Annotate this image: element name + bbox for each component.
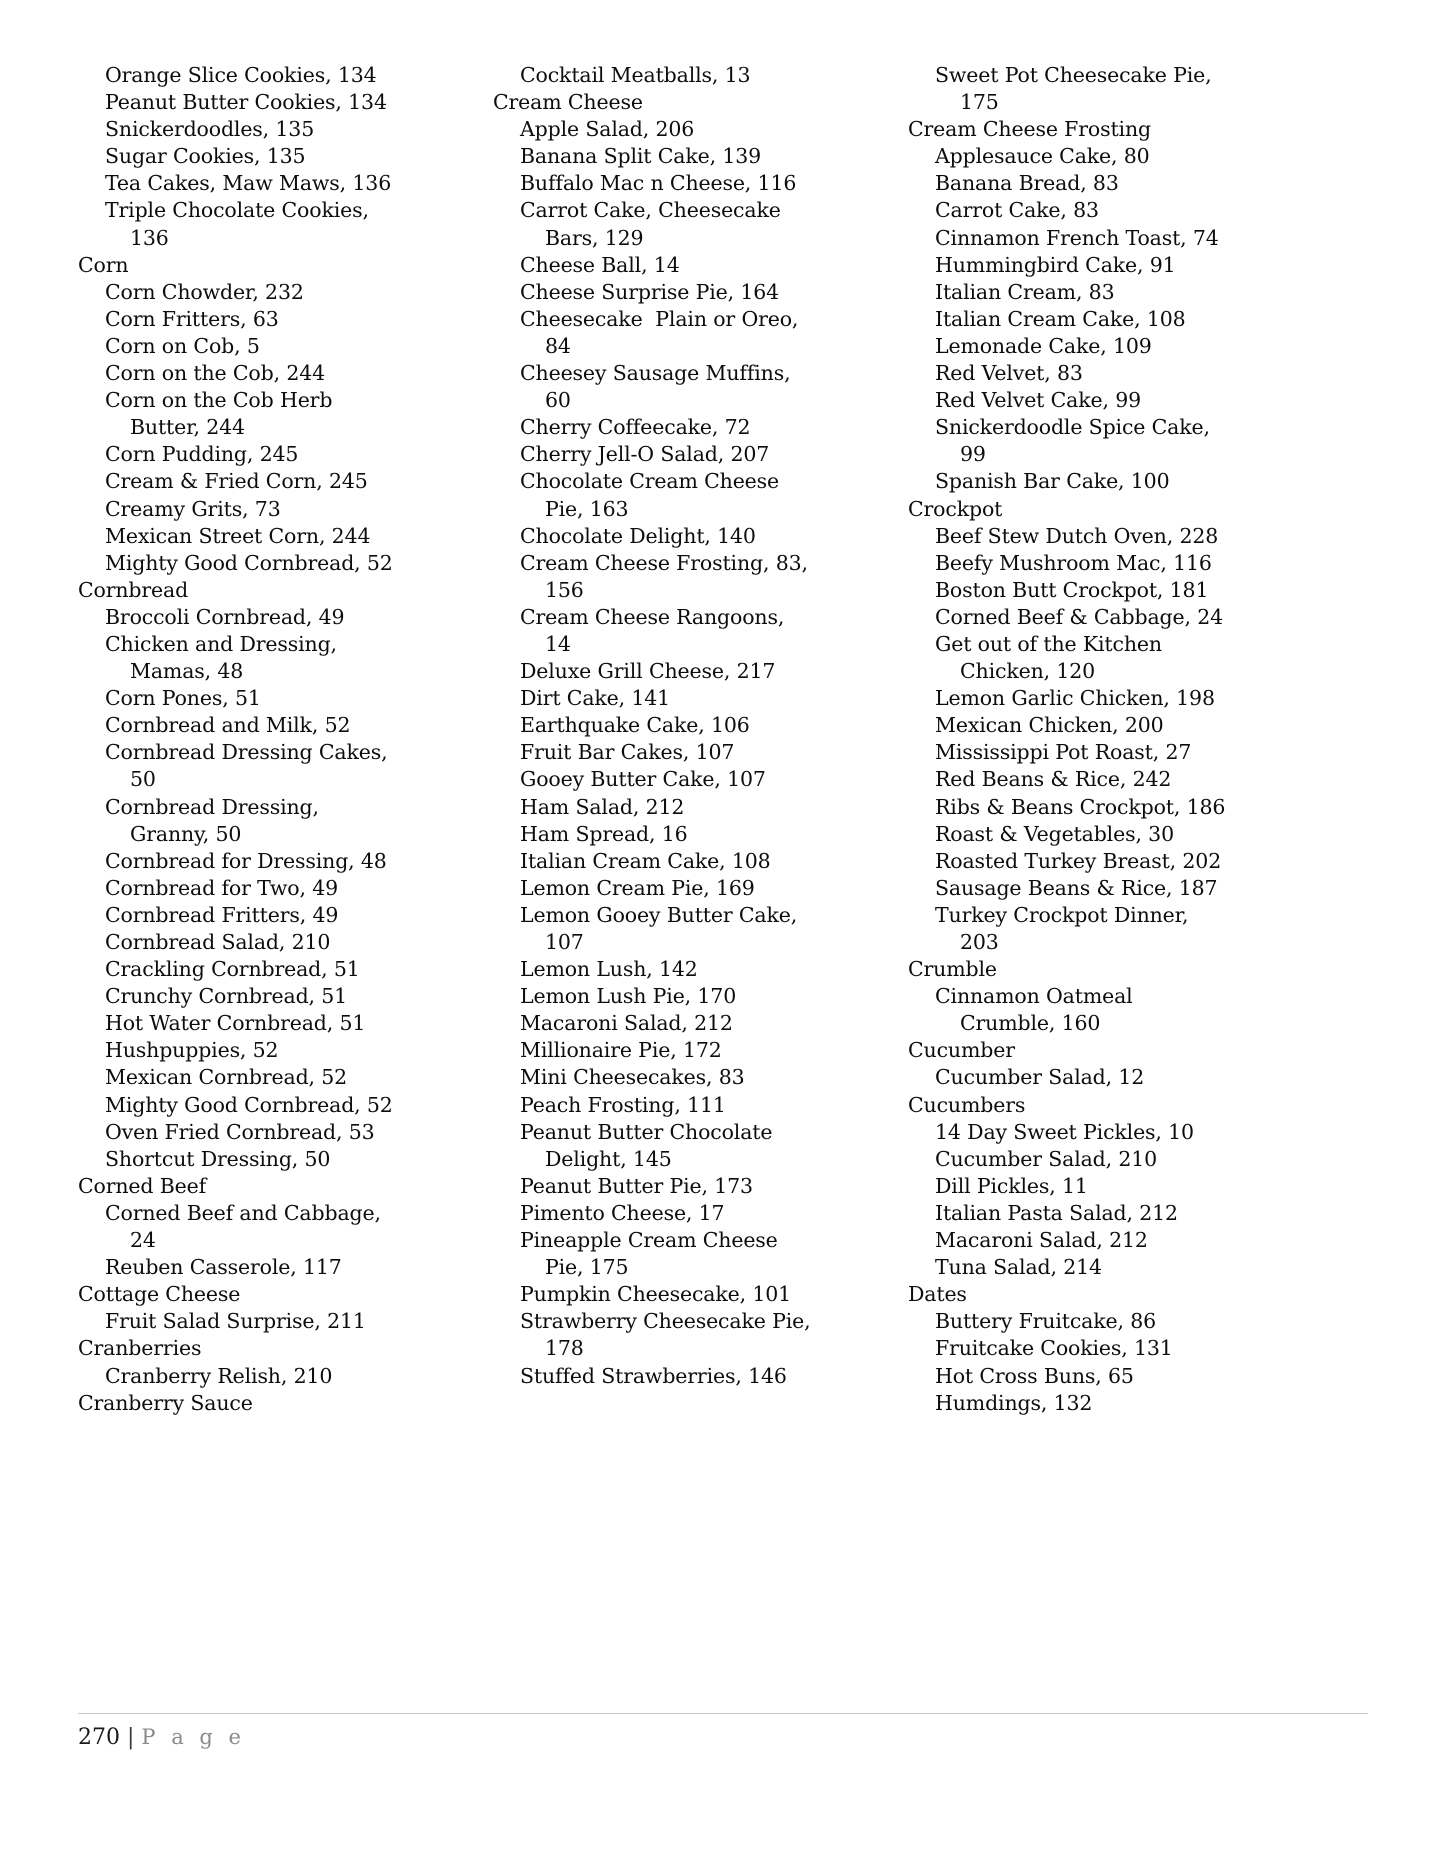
index-entry: Mamas, 48 [130,659,244,684]
index-entry: Beefy Mushroom Mac, 116 [935,550,1212,575]
index-entry: Lemon Lush, 142 [520,957,698,982]
index-entry: Pie, 163 [545,496,629,521]
index-entry: Granny, 50 [130,821,242,846]
index-entry: Pimento Cheese, 17 [520,1200,725,1225]
index-entry: Stuffed Strawberries, 146 [520,1363,787,1388]
index-entry: Sausage Beans & Rice, 187 [935,875,1218,900]
index-entry: Lemon Gooey Butter Cake, [520,902,798,927]
index-entry: Snickerdoodle Spice Cake, [935,415,1210,440]
index-entry: Chicken, 120 [960,659,1096,684]
index-entry: Get out of the Kitchen [935,631,1162,656]
index-entry: Broccoli Cornbread, 49 [105,604,345,629]
index-entry: Reuben Casserole, 117 [105,1255,342,1280]
index-entry: Chicken and Dressing, [105,631,337,656]
index-entry: Roasted Turkey Breast, 202 [935,848,1222,873]
index-entry: Cream Cheese Rangoons, [520,604,785,629]
index-entry: Apple Salad, 206 [520,117,695,142]
index-entry: Ribs & Beans Crockpot, 186 [935,794,1226,819]
index-entry: Cornbread Dressing Cakes, [105,740,388,765]
index-entry: Cornbread for Dressing, 48 [105,848,387,873]
index-entry: Cherry Coffeecake, 72 [520,415,751,440]
index-entry: Gooey Butter Cake, 107 [520,767,766,792]
index-entry: Fruit Salad Surprise, 211 [105,1309,366,1334]
index-entry: Cherry Jell-O Salad, 207 [520,442,770,467]
index-entry: Corn on the Cob Herb [105,388,333,413]
index-entry: Buffalo Mac n Cheese, 116 [520,171,797,196]
footer-page-word: P a g e [141,1725,246,1749]
index-entry: Pie, 175 [545,1255,629,1280]
index-entry: Mexican Street Corn, 244 [105,523,371,548]
index-entry: Italian Cream, 83 [935,279,1115,304]
index-entry: Shortcut Dressing, 50 [105,1146,331,1171]
index-entry: Pumpkin Cheesecake, 101 [520,1282,792,1307]
index-entry: Cheesecake Plain or Oreo, [520,306,799,331]
index-entry: Oven Fried Cornbread, 53 [105,1119,375,1144]
index-entry: Roast & Vegetables, 30 [935,821,1174,846]
index-entry: Buttery Fruitcake, 86 [935,1309,1157,1334]
index-entry: 84 [545,333,571,358]
page-footer [78,1722,1368,1753]
index-entry: Cream Cheese Frosting, 83, [520,550,808,575]
index-entry: Hushpuppies, 52 [105,1038,279,1063]
index-entry: Ham Salad, 212 [520,794,685,819]
index-entry: Cucumber Salad, 210 [935,1146,1158,1171]
index-entry: Chocolate Delight, 140 [520,523,756,548]
index-category-heading: Cucumbers [908,1092,1026,1117]
index-entry: 60 [545,388,571,413]
index-category-heading: Cream Cheese [493,90,643,115]
index-entry: Macaroni Salad, 212 [520,1011,733,1036]
index-entry: Triple Chocolate Cookies, [105,198,369,223]
index-entry: Hot Water Cornbread, 51 [105,1011,366,1036]
index-entry: Hummingbird Cake, 91 [935,252,1176,277]
index-category-heading: Crockpot [908,496,1003,521]
index-column-3 [908,62,1278,1417]
index-entry: Humdings, 132 [935,1390,1093,1415]
index-entry: Peanut Butter Chocolate [520,1119,773,1144]
index-category-heading: Cottage Cheese [78,1282,241,1307]
index-entry: Cheese Surprise Pie, 164 [520,279,780,304]
index-entry: Boston Butt Crockpot, 181 [935,577,1209,602]
index-entry: Carrot Cake, 83 [935,198,1099,223]
index-entry: Millionaire Pie, 172 [520,1038,722,1063]
footer-page-number: 270 [78,1725,120,1750]
index-column-1 [78,62,448,1417]
index-entry: Banana Split Cake, 139 [520,144,762,169]
index-category-heading: Dates [908,1282,967,1307]
index-entry: Fruitcake Cookies, 131 [935,1336,1173,1361]
index-entry: Mighty Good Cornbread, 52 [105,550,393,575]
index-entry: Banana Bread, 83 [935,171,1119,196]
index-entry: Cheese Ball, 14 [520,252,680,277]
footer-divider [78,1713,1368,1714]
index-entry: Cornbread Fritters, 49 [105,902,339,927]
index-entry: Pineapple Cream Cheese [520,1228,778,1253]
index-entry: Strawberry Cheesecake Pie, [520,1309,811,1334]
index-entry: Corned Beef & Cabbage, 24 [935,604,1223,629]
index-entry: Dirt Cake, 141 [520,686,671,711]
index-entry: 24 [130,1228,156,1253]
index-entry: Earthquake Cake, 106 [520,713,750,738]
index-entry: Macaroni Salad, 212 [935,1228,1148,1253]
index-entry: Lemon Cream Pie, 169 [520,875,755,900]
index-entry: Corn Pones, 51 [105,686,261,711]
index-entry: 156 [545,577,584,602]
index-entry: Corn Fritters, 63 [105,306,279,331]
index-entry: Red Velvet Cake, 99 [935,388,1142,413]
index-entry: Corned Beef and Cabbage, [105,1200,381,1225]
index-entry: Cinnamon Oatmeal [935,984,1133,1009]
index-entry: 175 [960,90,999,115]
index-entry: 136 [130,225,169,250]
index-category-heading: Crumble [908,957,997,982]
index-entry: Spanish Bar Cake, 100 [935,469,1170,494]
index-entry: 99 [960,442,986,467]
index-entry: Sugar Cookies, 135 [105,144,306,169]
index-category-heading: Cream Cheese Frosting [908,117,1151,142]
index-entry: Hot Cross Buns, 65 [935,1363,1134,1388]
index-entry: Ham Spread, 16 [520,821,688,846]
index-category-heading: Cranberry Sauce [78,1390,253,1415]
index-entry: Mexican Chicken, 200 [935,713,1164,738]
index-entry: Mexican Cornbread, 52 [105,1065,348,1090]
index-entry: Corn on Cob, 5 [105,333,260,358]
index-entry: Orange Slice Cookies, 134 [105,63,377,87]
index-entry: Italian Pasta Salad, 212 [935,1200,1178,1225]
index-entry: Cinnamon French Toast, 74 [935,225,1219,250]
index-entry: 178 [545,1336,584,1361]
index-entry: Corn Pudding, 245 [105,442,299,467]
index-entry: 14 [545,631,571,656]
index-category-heading: Corn [78,252,129,277]
index-entry: Tea Cakes, Maw Maws, 136 [105,171,392,196]
index-entry: Butter, 244 [130,415,245,440]
index-entry: Cranberry Relish, 210 [105,1363,333,1388]
index-entry: Cornbread and Milk, 52 [105,713,351,738]
index-entry: Dill Pickles, 11 [935,1173,1088,1198]
index-entry: 107 [545,930,584,954]
index-entry: Cornbread for Two, 49 [105,875,338,900]
index-entry: Beef Stew Dutch Oven, 228 [935,523,1219,548]
index-entry: Creamy Grits, 73 [105,496,281,521]
index-entry: Peanut Butter Pie, 173 [520,1173,753,1198]
index-category-heading: Cranberries [78,1336,202,1361]
index-entry: Tuna Salad, 214 [935,1255,1102,1280]
index-entry: Cornbread Dressing, [105,794,319,819]
index-entry: Red Velvet, 83 [935,361,1083,386]
index-entry: Corn Chowder, 232 [105,279,304,304]
index-entry: Cucumber Salad, 12 [935,1065,1145,1090]
index-entry: 14 Day Sweet Pickles, 10 [935,1119,1194,1144]
index-entry: Cocktail Meatballs, 13 [520,63,751,87]
index-entry: Chocolate Cream Cheese [520,469,780,494]
index-category-heading: Corned Beef [78,1173,207,1198]
index-entry: Cornbread Salad, 210 [105,930,331,954]
index-entry: Fruit Bar Cakes, 107 [520,740,735,765]
index-category-heading: Cornbread [78,577,189,602]
index-entry: Peanut Butter Cookies, 134 [105,90,387,115]
index-entry: Mini Cheesecakes, 83 [520,1065,745,1090]
index-entry: Mighty Good Cornbread, 52 [105,1092,393,1117]
index-entry: Carrot Cake, Cheesecake [520,198,781,223]
index-entry: Crackling Cornbread, 51 [105,957,360,982]
index-entry: Lemon Lush Pie, 170 [520,984,737,1009]
index-entry: Crunchy Cornbread, 51 [105,984,348,1009]
index-entry: 203 [960,930,999,954]
index-entry: Corn on the Cob, 244 [105,361,326,386]
index-entry: Lemonade Cake, 109 [935,333,1152,358]
index-entry: 50 [130,767,156,792]
index-columns [78,62,1368,1417]
index-entry: Mississippi Pot Roast, 27 [935,740,1192,765]
index-entry: Delight, 145 [545,1146,672,1171]
index-entry: Cheesey Sausage Muffins, [520,361,791,386]
index-entry: Cream & Fried Corn, 245 [105,469,368,494]
index-entry: Lemon Garlic Chicken, 198 [935,686,1215,711]
index-entry: Applesauce Cake, 80 [935,144,1150,169]
index-entry: Crumble, 160 [960,1011,1101,1036]
index-entry: Snickerdoodles, 135 [105,117,315,142]
footer-separator: | [120,1725,142,1750]
index-entry: Turkey Crockpot Dinner, [935,902,1189,927]
index-column-2 [493,62,863,1390]
index-entry: Deluxe Grill Cheese, 217 [520,659,776,684]
index-entry: Italian Cream Cake, 108 [520,848,771,873]
index-entry: Sweet Pot Cheesecake Pie, [935,63,1212,87]
index-entry: Peach Frosting, 111 [520,1092,726,1117]
index-category-heading: Cucumber [908,1038,1015,1063]
index-entry: Italian Cream Cake, 108 [935,306,1186,331]
index-entry: Bars, 129 [545,225,644,250]
index-entry: Red Beans & Rice, 242 [935,767,1172,792]
